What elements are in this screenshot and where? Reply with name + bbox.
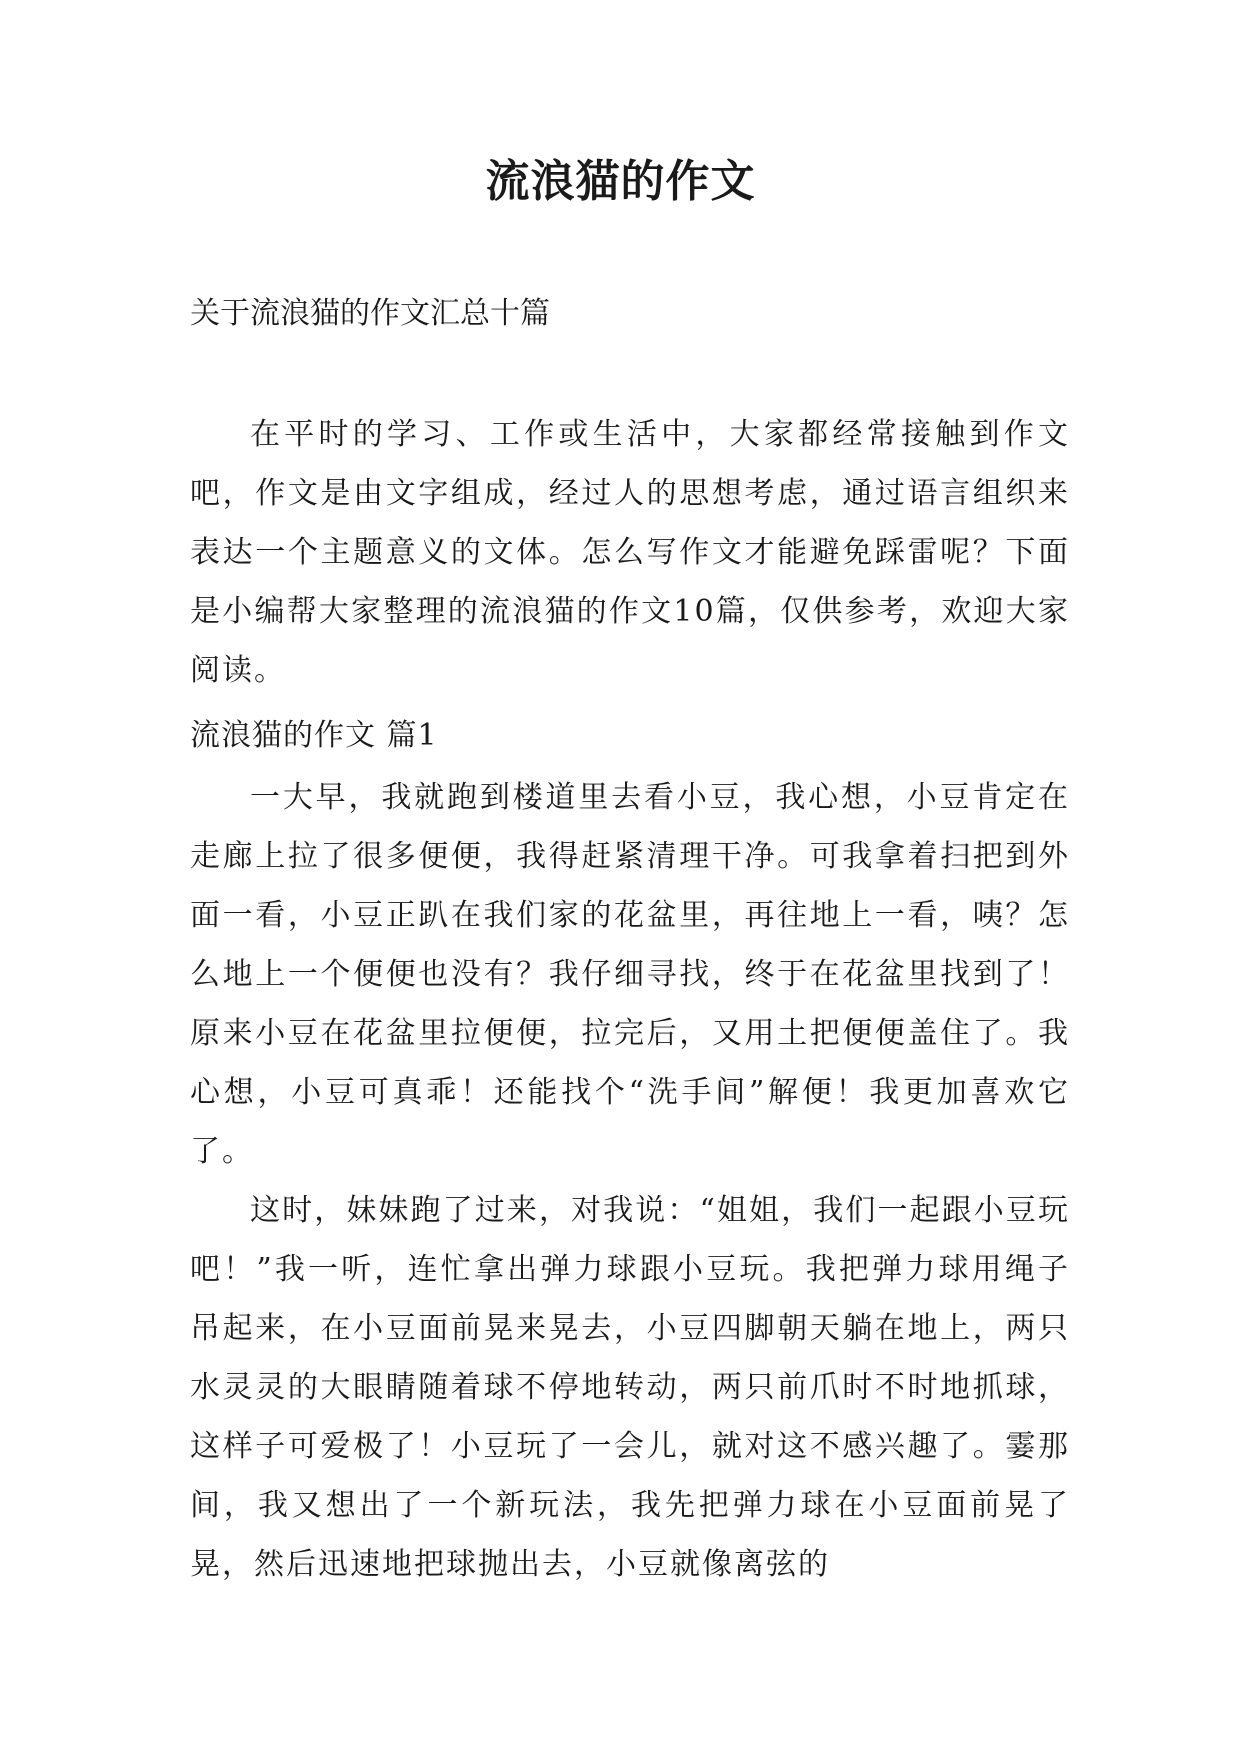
essay-paragraph: 一大早，我就跑到楼道里去看小豆，我心想，小豆肯定在走廊上拉了很多便便，我得赶紧清理干净。可我拿着扫把到外面一看，小豆正趴在我们家的花盆里，再往地上一看，咦？怎么地上一个便便也没有？我仔细寻找，终于在花盆里找到了！原来小豆在花盆里拉便便，拉完后，又用土把便便盖住了。我心想，小豆可真乖！还能找个“洗手间”解便！我更加喜欢它了。: [190, 780, 1070, 1169]
essay-paragraph: 这时，妹妹跑了过来，对我说：“姐姐，我们一起跟小豆玩吧！”我一听，连忙拿出弹力球跟小豆玩。我把弹力球用绳子吊起来，在小豆面前晃来晃去，小豆四脚朝天躺在地上，两只水灵灵的大眼睛随着球不停地转动，两只前爪时不时地抓球，这样子可爱极了！小豆玩了一会儿，就对这不感兴趣了。霎那间，我又想出了一个新玩法，我先把弹力球在小豆面前晃了晃，然后迅速地把球抛出去，小豆就像离弦的: [190, 1193, 1070, 1582]
document-body: [190, 405, 1070, 1594]
section-heading: 流浪猫的作文 篇1: [190, 718, 438, 753]
document-subtitle: 关于流浪猫的作文汇总十篇: [190, 296, 550, 331]
document-title: 流浪猫的作文: [485, 156, 756, 207]
intro-paragraph: 在平时的学习、工作或生活中，大家都经常接触到作文吧，作文是由文字组成，经过人的思想考虑，通过语言组织来表达一个主题意义的文体。怎么写作文才能避免踩雷呢？下面是小编帮大家整理的流浪猫的作文10篇，仅供参考，欢迎大家阅读。: [190, 417, 1070, 688]
